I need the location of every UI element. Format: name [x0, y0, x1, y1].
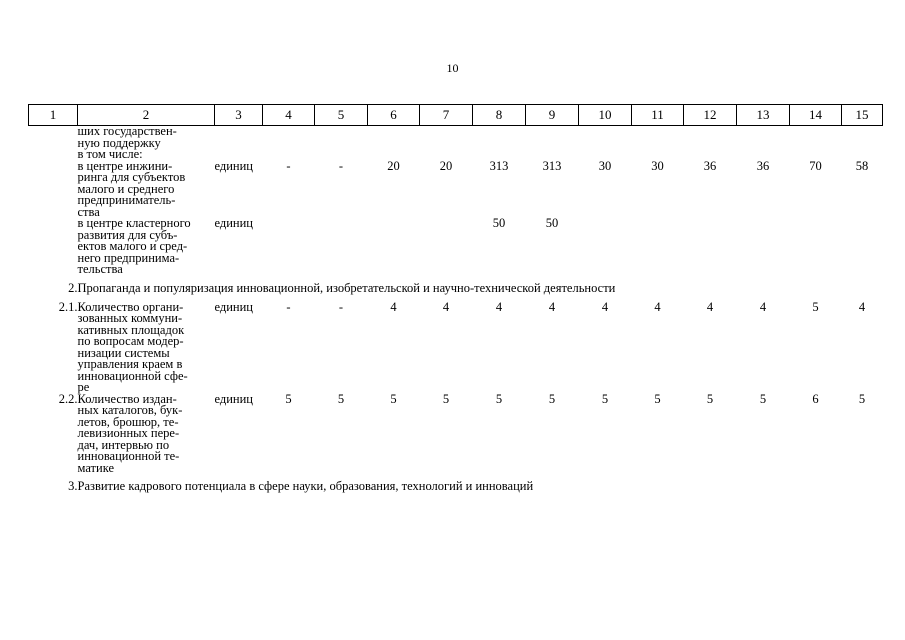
indicator-table [28, 104, 883, 500]
value-cell [315, 126, 368, 150]
page-number: 10 [446, 61, 459, 75]
table-row [29, 218, 883, 276]
value-cell [420, 218, 473, 276]
value-cell: 58 [855, 158, 869, 173]
column-header-11: 11 [632, 105, 684, 126]
value-cell [632, 126, 684, 150]
value-cell: 5 [495, 391, 503, 406]
value-cell: 4 [858, 299, 866, 314]
row-index [29, 149, 78, 161]
value-cell: 70 [809, 158, 822, 173]
value-cell: 6 [812, 391, 819, 406]
value-cell: 5 [858, 391, 866, 406]
value-cell [790, 126, 842, 150]
section-row [29, 276, 883, 302]
indicator-name: ших государствен- ную поддержку [77, 124, 177, 150]
column-header-1: 1 [29, 105, 78, 126]
value-cell [790, 218, 842, 276]
value-cell [368, 126, 420, 150]
column-header-6: 6 [368, 105, 420, 126]
unit-cell: единиц [214, 391, 254, 406]
value-cell: 4 [495, 299, 503, 314]
value-cell: 5 [706, 391, 714, 406]
value-cell: 4 [548, 299, 556, 314]
value-cell: - [286, 299, 291, 314]
row-index: 2.1. [58, 299, 78, 314]
value-cell [473, 126, 526, 150]
value-cell [684, 218, 737, 276]
column-header-12: 12 [684, 105, 737, 126]
table-row [29, 161, 883, 219]
section-row [29, 474, 883, 500]
value-cell: 5 [601, 391, 609, 406]
value-cell: 36 [703, 158, 717, 173]
indicator-name: в центре инжини- ринга для субъектов малого и среднего предприниматель- ства [77, 158, 186, 219]
column-header-10: 10 [579, 105, 632, 126]
column-header-5: 5 [315, 105, 368, 126]
unit-cell: единиц [214, 299, 254, 314]
value-cell [684, 126, 737, 150]
value-cell: - [338, 158, 344, 173]
column-header-4: 4 [263, 105, 315, 126]
indicator-name: в том числе: [77, 147, 143, 161]
section-index: 2. [68, 280, 78, 295]
value-cell: 4 [390, 299, 397, 314]
value-cell [737, 218, 790, 276]
value-cell [420, 126, 473, 150]
value-cell [842, 126, 883, 150]
value-cell [842, 218, 883, 276]
indicator-name: в центре кластерного развития для субъ- ектов малого и сред- него предпринима- тельства [77, 216, 191, 276]
table-row [29, 394, 883, 475]
value-cell: 4 [654, 299, 661, 314]
table-header-row [29, 105, 883, 126]
value-cell: 4 [759, 299, 767, 314]
value-cell: 20 [439, 158, 453, 173]
value-cell: 313 [542, 158, 562, 173]
row-index [29, 218, 78, 276]
value-cell: - [338, 299, 344, 314]
value-cell [632, 218, 684, 276]
value-cell [263, 218, 315, 276]
value-cell [263, 126, 315, 150]
row-index: 2.2. [58, 391, 78, 406]
column-header-13: 13 [737, 105, 790, 126]
value-cell: 30 [598, 158, 612, 173]
column-header-7: 7 [420, 105, 473, 126]
section-title: Развитие кадрового потенциала в сфере науки, образования, технологий и инноваций [77, 479, 534, 494]
value-cell [579, 218, 632, 276]
value-cell: 5 [548, 391, 556, 406]
value-cell: 5 [759, 391, 767, 406]
value-cell: 4 [601, 299, 609, 314]
row-index [29, 126, 78, 150]
column-header-14: 14 [790, 105, 842, 126]
value-cell: 5 [285, 391, 292, 406]
table-body [29, 126, 883, 501]
value-cell: 36 [756, 158, 770, 173]
value-cell: 313 [489, 158, 509, 173]
unit-cell: единиц [214, 216, 254, 230]
value-cell: 4 [706, 299, 714, 314]
indicator-name: Количество органи- зованных коммуни- кативных площадок по вопросам модер- низации системы управления краем в инновационной сфе- ре [77, 299, 188, 394]
value-cell: 5 [337, 391, 345, 406]
section-title: Пропаганда и популяризация инновационной, изобретательской и научно-технической деятельности [77, 280, 616, 295]
value-cell: 20 [387, 158, 400, 173]
value-cell [737, 126, 790, 150]
column-header-15: 15 [842, 105, 883, 126]
column-header-9: 9 [526, 105, 579, 126]
table-row [29, 126, 883, 150]
value-cell: - [286, 158, 291, 173]
table-row [29, 302, 883, 394]
unit-cell [215, 126, 263, 150]
value-cell: 50 [492, 216, 506, 230]
section-index: 3. [68, 479, 78, 494]
value-cell [526, 126, 579, 150]
indicator-name: Количество издан- ных каталогов, бук- летов, брошюр, те- левизионных пере- дач, интервью по инновационной те- матике [77, 391, 183, 475]
value-cell: 5 [442, 391, 450, 406]
column-header-8: 8 [473, 105, 526, 126]
value-cell [368, 218, 420, 276]
value-cell [579, 126, 632, 150]
column-header-2: 2 [78, 105, 215, 126]
value-cell: 5 [654, 391, 661, 406]
value-cell: 30 [651, 158, 664, 173]
value-cell: 50 [545, 216, 559, 230]
row-index [29, 161, 78, 219]
value-cell: 4 [442, 299, 450, 314]
unit-cell: единиц [214, 158, 254, 173]
value-cell: 5 [812, 299, 819, 314]
column-header-3: 3 [215, 105, 263, 126]
value-cell: 5 [390, 391, 397, 406]
value-cell [315, 218, 368, 276]
